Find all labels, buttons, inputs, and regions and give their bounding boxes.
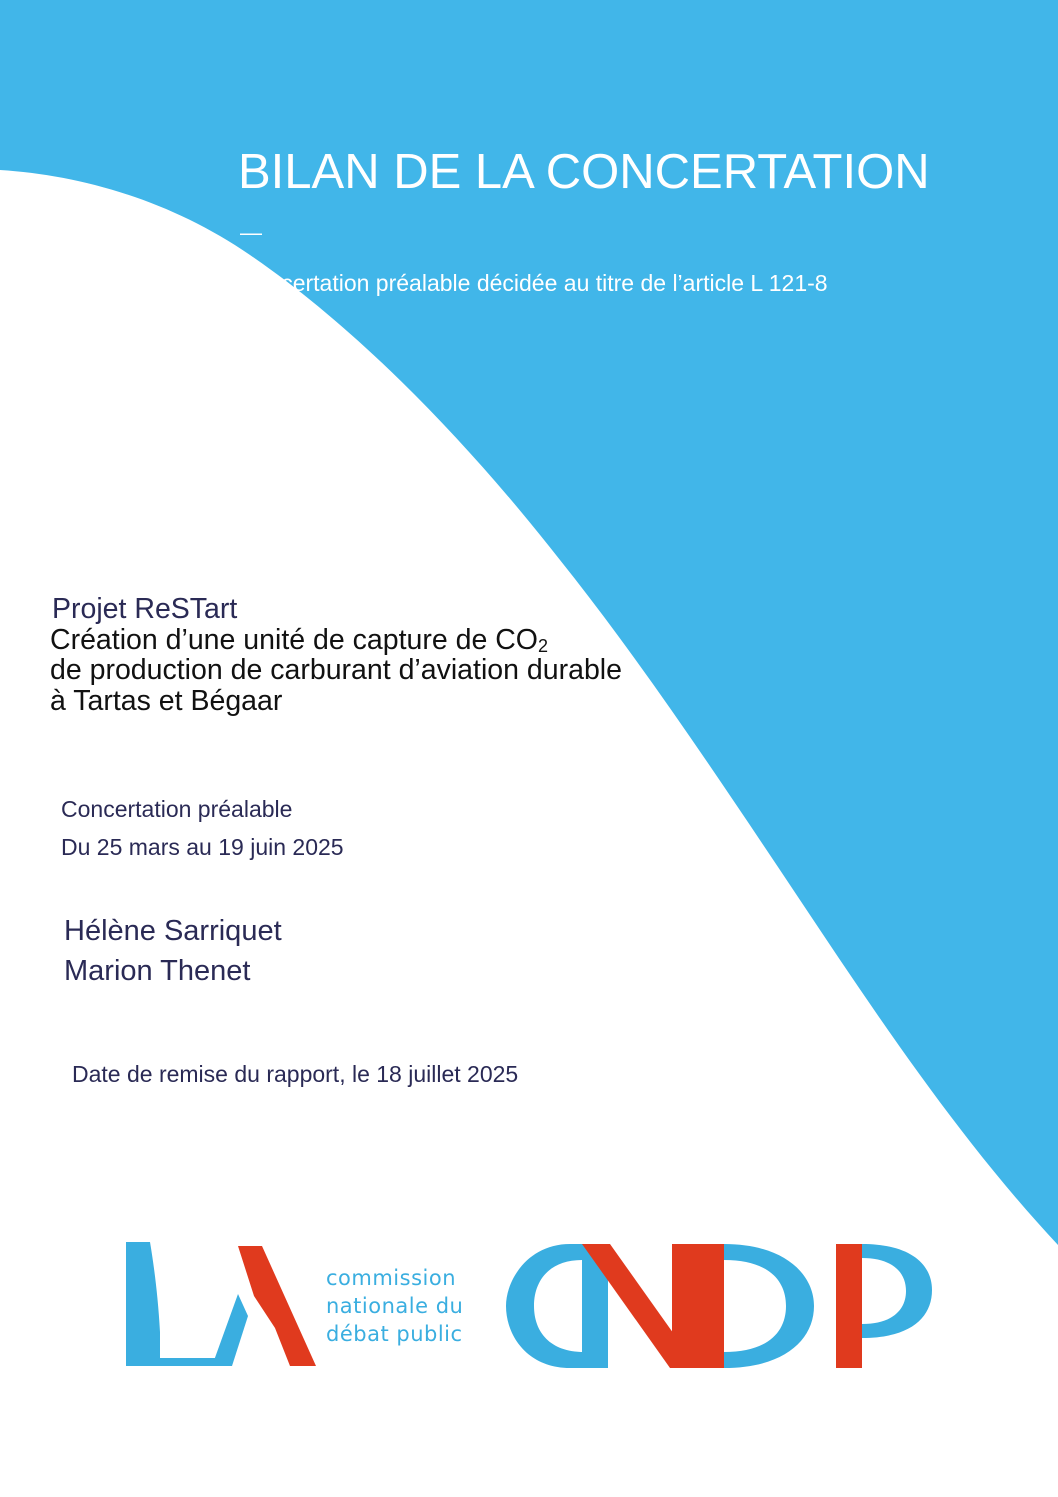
logo-letter-d-stem [698,1244,724,1368]
logo-caption-line: commission [326,1266,457,1290]
author-name: Marion Thenet [64,955,251,987]
logo-letter-a-left [212,1294,248,1366]
logo-caption [326,1264,463,1348]
co2-subscript: 2 [537,635,548,656]
logo-letter-n-right [672,1244,698,1368]
logo-letter-p-bowl [862,1244,932,1338]
logo-caption-line: nationale du [326,1294,464,1318]
logo-letter-l [126,1242,228,1366]
logo-letter-d-bowl [724,1244,814,1368]
project-location: à Tartas et Bégaar [50,684,283,717]
project-description-line-1 [50,625,622,656]
project-description-line-2: de production de carburant d’aviation durable [50,654,622,686]
page-title: BILAN DE LA CONCERTATION [238,145,930,199]
logo-letter-a-right [238,1246,316,1366]
concertation-block [61,790,344,866]
project-description-text: Création d’une unité de capture de CO [50,623,538,656]
logo-caption-line: débat public [326,1322,463,1346]
logo-letter-c [506,1244,584,1368]
title-separator: — [240,220,262,245]
cndp-logo [120,1236,940,1376]
concertation-type: Concertation préalable [61,796,293,822]
project-block [52,594,622,716]
report-date: Date de remise du rapport, le 18 juillet 2025 [72,1061,519,1087]
author-name: Hélène Sarriquet [64,915,282,947]
project-name: Projet ReSTart [52,593,238,625]
page-subtitle: Concertation préalable décidée au titre de l’article L 121-8 [239,270,828,296]
logo-letter-p-stem [836,1244,862,1368]
concertation-dates: Du 25 mars au 19 juin 2025 [61,834,344,860]
authors-block [64,911,282,991]
